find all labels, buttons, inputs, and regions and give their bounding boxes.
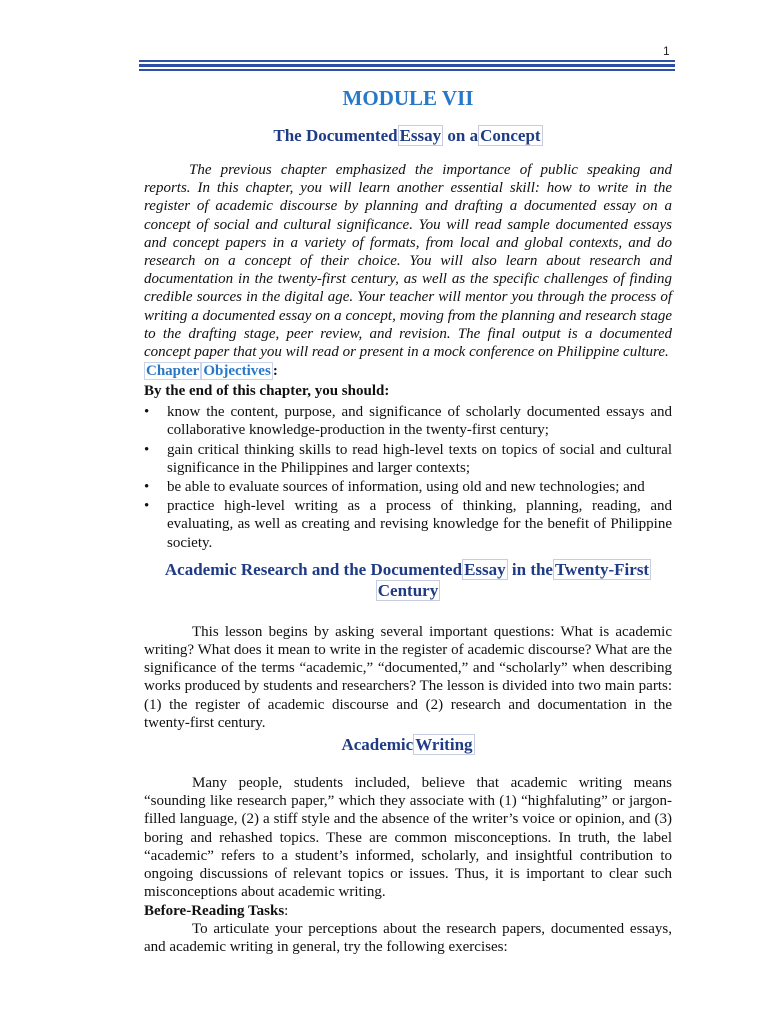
objectives-lead: By the end of this chapter, you should: bbox=[144, 383, 390, 400]
objectives-heading-part: Chapter bbox=[146, 363, 200, 380]
list-item-text: gain critical thinking skills to read high-level texts on topics of social and cultural significance in the Philippines and larger contexts; bbox=[167, 441, 672, 476]
chapter-title-part: Essay bbox=[399, 126, 442, 145]
section-academic-writing-body: Many people, students included, believe that academic writing means “sounding like research paper,” which they associate with (1) “highfaluting” or jargon-filled language, (2) a stiff style and the absence of the writer’s voice or opinion, and (3) boring and rehashed topics. These are common misconceptions. In truth, the label “academic” refers to a student’s informed, scholarly, and insightful contribution to ongoing discussions of relevant topics or issues. Thus, it is important to clear such misconceptions about academic writing. bbox=[144, 775, 672, 901]
before-reading-tasks-body: To articulate your perceptions about the research papers, documented essays, and academic writing in general, try the following exercises: bbox=[144, 921, 672, 956]
module-title: MODULE VII bbox=[342, 86, 474, 110]
bullet-icon: • bbox=[144, 498, 150, 515]
page-number: 1 bbox=[663, 44, 670, 58]
section-heading-academic-research bbox=[144, 559, 672, 601]
objectives-heading-part: Objectives bbox=[203, 363, 271, 380]
section-heading-part: Academic Research and the Documented bbox=[164, 559, 463, 579]
objectives-heading-colon: : bbox=[272, 363, 278, 380]
bullet-icon: • bbox=[144, 479, 150, 496]
bullet-icon: • bbox=[144, 441, 150, 458]
header-rule-top bbox=[139, 60, 675, 62]
chapter-title-part: Concept bbox=[480, 126, 541, 145]
section-heading-part: in the bbox=[511, 559, 553, 579]
chapter-title-part: on a bbox=[447, 126, 479, 145]
list-item bbox=[144, 403, 672, 439]
chapter-title-part: The Documented bbox=[273, 126, 398, 145]
section-heading-part: Essay bbox=[464, 559, 506, 579]
bullet-icon: • bbox=[144, 404, 150, 421]
section-heading-part: Writing bbox=[415, 735, 473, 755]
list-item-text: know the content, purpose, and significance of scholarly documented essays and collaborative knowledge-production in the twenty-first century; bbox=[167, 404, 672, 439]
section-heading-academic-writing bbox=[144, 734, 672, 755]
objectives-list bbox=[144, 403, 672, 552]
tasks-label-text: Before-Reading Tasks bbox=[144, 902, 285, 919]
objectives-heading bbox=[144, 362, 672, 381]
list-item bbox=[144, 441, 672, 477]
page-content bbox=[144, 84, 672, 956]
section-heading-part: Twenty-First bbox=[554, 559, 650, 579]
section-heading-part: Academic bbox=[341, 735, 414, 755]
chapter-intro: The previous chapter emphasized the importance of public speaking and reports. In this chapter, you will learn another essential skill: how to write in the register of academic discourse by planning and drafting a documented essay on a concept of social and cultural significance. You will read sample documented essays and concept papers in a variety of formats, from local and global contexts, and do research on a concept of their choice. You will also learn about research and documentation in the twenty-first century, as well as the specific challenges of finding credible sources in the digital age. Your teacher will mentor you through the process of writing a documented essay on a concept, moving from the planning and research stage to the drafting stage, peer review, and revision. The final output is a documented concept paper that you will read or present in a mock conference on Philippine culture. bbox=[144, 162, 672, 361]
list-item bbox=[144, 497, 672, 552]
section-academic-research-body: This lesson begins by asking several important questions: What is academic writing? What does it mean to write in the register of academic discourse? What are the significance of the terms “academic,” “documented,” and “scholarly” when describing works produced by students and researchers? The lesson is divided into two main parts: (1) the register of academic discourse and (2) research and documentation in the twenty-first century. bbox=[144, 623, 672, 731]
list-item bbox=[144, 478, 672, 496]
before-reading-tasks-label bbox=[144, 902, 672, 921]
section-heading-part: Century bbox=[377, 580, 439, 600]
header-rule-bottom bbox=[139, 69, 675, 71]
list-item-text: practice high-level writing as a process of thinking, planning, reading, and evaluating, as well as creating and revising knowledge for the benefit of Philippine society. bbox=[167, 498, 672, 551]
header-rule-middle bbox=[139, 64, 675, 67]
tasks-label-colon: : bbox=[284, 902, 289, 919]
chapter-title bbox=[144, 125, 672, 146]
list-item-text: be able to evaluate sources of information, using old and new technologies; and bbox=[167, 479, 645, 496]
